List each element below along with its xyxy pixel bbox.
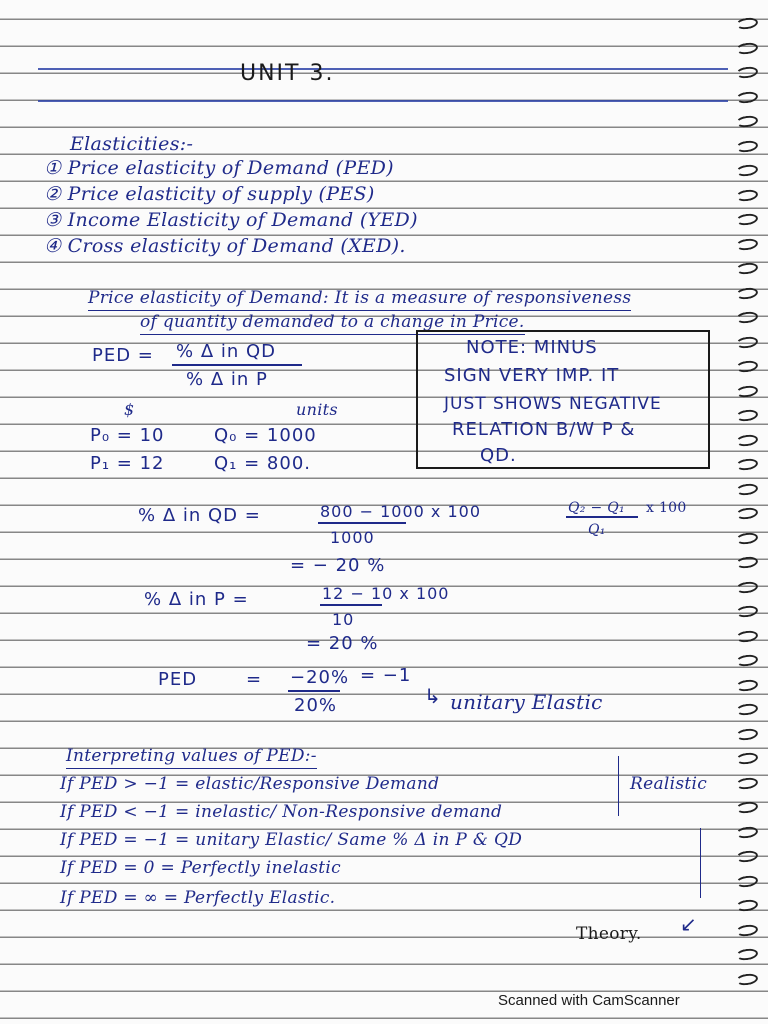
quantity-q0: Q₀ = 1000: [214, 425, 317, 446]
note-line-2: SIGN VERY IMP. IT: [444, 365, 620, 386]
page-title: UNIT 3.: [240, 61, 335, 86]
note-line-1: NOTE: MINUS: [466, 337, 598, 358]
elasticity-item-4: ④ Cross elasticity of Demand (XED).: [44, 235, 406, 257]
calc-ped-denominator: 20%: [294, 695, 338, 716]
arrow-to-theory: ↙: [680, 912, 697, 936]
calc-p-denominator: 10: [332, 610, 355, 629]
definition-line-2: of quantity demanded to a change in Price.: [140, 310, 525, 335]
interpret-row-5: If PED = ∞ = Perfectly Elastic.: [60, 888, 336, 908]
units-dollar-label: $: [124, 400, 135, 419]
realistic-bracket: [618, 756, 619, 816]
calc-qd-numerator: 800 − 1000 x 100: [320, 502, 482, 521]
calc-p-label: % Δ in P =: [144, 589, 249, 610]
price-p1: P₁ = 12: [90, 453, 165, 474]
interpret-row-4: If PED = 0 = Perfectly inelastic: [60, 858, 341, 878]
calc-qd-fraction-line: [318, 522, 406, 524]
calc-ped-fraction-line: [288, 690, 340, 692]
calc-ped-result: = −1: [360, 665, 412, 686]
formula-numerator: % Δ in QD: [176, 341, 277, 362]
interpret-heading: Interpreting values of PED:-: [66, 744, 317, 769]
interpret-row-2: If PED < −1 = inelastic/ Non-Responsive demand: [60, 802, 503, 822]
calc-qd-result: = − 20 %: [290, 555, 386, 576]
calc-qd-label: % Δ in QD =: [138, 505, 261, 526]
calc-ped-numerator: −20%: [290, 667, 350, 688]
calc-qd-denominator: 1000: [330, 528, 375, 547]
calc-ped-note: unitary Elastic: [450, 690, 603, 714]
quantity-q1: Q₁ = 800.: [214, 453, 311, 474]
interpret-row-3: If PED = −1 = unitary Elastic/ Same % Δ in P & QD: [60, 830, 523, 850]
elasticity-item-3: ③ Income Elasticity of Demand (YED): [44, 209, 418, 231]
side-formula-denominator: Q₁: [588, 522, 606, 538]
note-line-3: JUST SHOWS NEGATIVE: [444, 394, 662, 414]
top-margin-line-2: [38, 100, 728, 102]
note-line-4: RELATION B/W P &: [452, 419, 636, 440]
side-formula-numerator: Q₂ − Q₁: [568, 500, 625, 516]
interpret-row-1: If PED > −1 = elastic/Responsive Demand: [60, 774, 440, 794]
note-line-5: QD.: [480, 445, 517, 466]
price-p0: P₀ = 10: [90, 425, 165, 446]
side-formula-multiplier: x 100: [646, 500, 687, 516]
theory-bracket: [700, 828, 701, 898]
realistic-label: Realistic: [630, 774, 708, 794]
elasticity-item-2: ② Price elasticity of supply (PES): [44, 183, 375, 205]
arrow-to-unitary: ↳: [424, 684, 441, 708]
elasticity-item-1: ① Price elasticity of Demand (PED): [44, 157, 394, 179]
theory-label: Theory.: [576, 924, 642, 944]
units-label: units: [296, 400, 338, 419]
spiral-binding: [732, 10, 762, 1000]
calc-p-fraction-line: [320, 604, 382, 606]
formula-fraction-line: [172, 364, 302, 366]
formula-lhs: PED =: [92, 345, 154, 366]
formula-denominator: % Δ in P: [186, 369, 268, 390]
definition-line-1: Price elasticity of Demand: It is a measure of responsiveness: [88, 286, 631, 311]
top-margin-line: [38, 68, 728, 70]
calc-p-numerator: 12 − 10 x 100: [322, 584, 450, 603]
calc-p-result: = 20 %: [306, 633, 379, 654]
calc-ped-label: PED: [158, 669, 198, 690]
scanner-footer: Scanned with CamScanner: [498, 992, 680, 1009]
elasticities-heading: Elasticities:-: [70, 133, 194, 155]
calc-ped-equals: =: [246, 669, 263, 690]
